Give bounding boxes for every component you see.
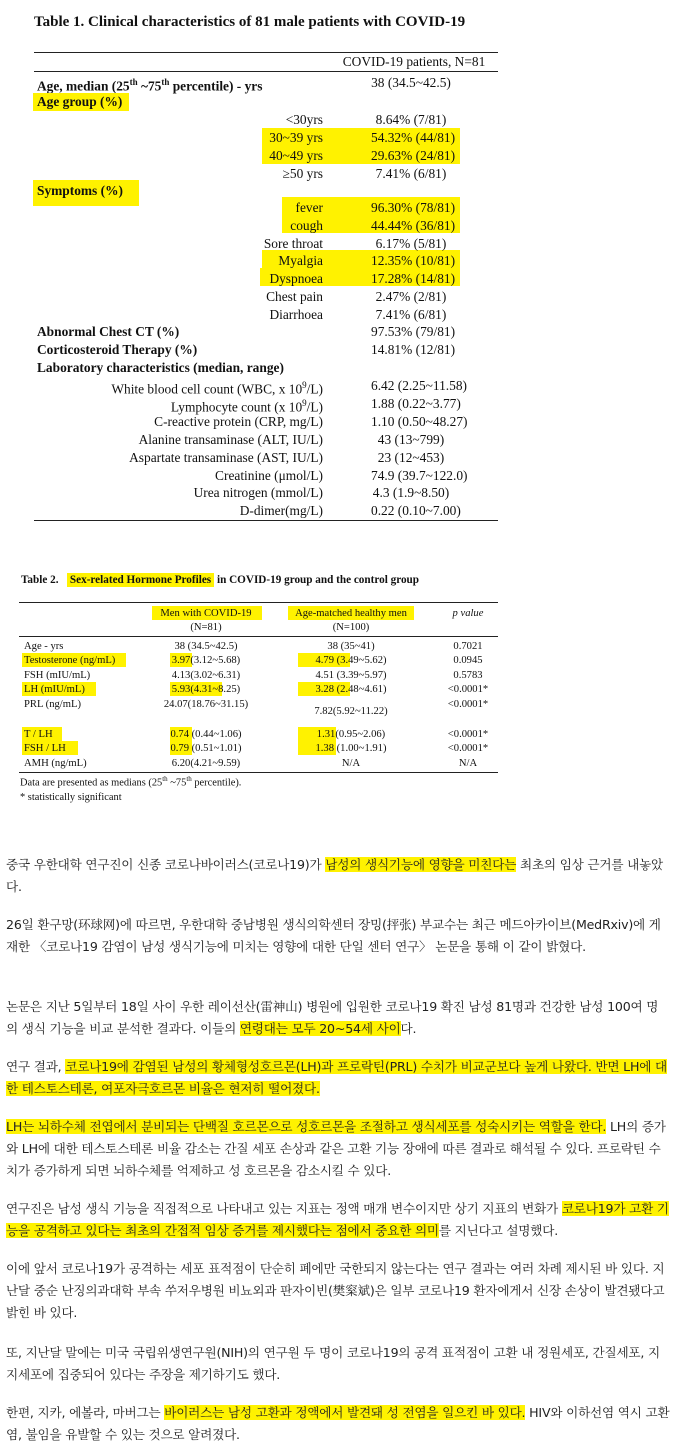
symptom-value-6: 7.41% (6/81) (375, 307, 447, 322)
table1-lab-header (0, 359, 692, 376)
table1-row-lab-2 (0, 413, 692, 430)
lab-label-5: Creatinine (μmol/L) (215, 468, 323, 483)
table2-title-highlight: Sex-related Hormone Profiles (67, 573, 214, 587)
lab-value-0: 6.42 (2.25~11.58) (371, 378, 468, 393)
age-label-b: ~75 (137, 78, 162, 94)
table2-header-rule (19, 636, 498, 637)
table1-row-lab-1 (0, 395, 692, 415)
symptom-value-4: 17.28% (14/81) (371, 271, 456, 286)
table1-row-corticosteroid (0, 341, 692, 358)
table1-age-group-header (0, 93, 692, 110)
symptom-label-2: Sore throat (263, 236, 323, 251)
t2-label-6: FSH / LH (24, 743, 66, 754)
t2-label-1: Testosterone (ng/mL) (24, 655, 116, 666)
t2-control-1: 4.79 (3.49~5.62) (315, 655, 387, 666)
article-paragraph-2: 26일 환구망(环球网)에 따르면, 우한대학 중남병원 생식의학센터 장밍(抨张) 부교수는 최근 메드아카이브(MedRxiv)에 게재한 〈코로나19 감염이 남성 생식기능에 미치는 영향에 대한 단일 센터 연구〉 논문을 통해 이 같이 밝혔다. (6, 917, 661, 954)
lab-value-3: 43 (13~799) (377, 432, 445, 447)
table2-title (21, 574, 419, 586)
p3-text-b: 다. (400, 1021, 417, 1036)
lab-label-3: Alanine transaminase (ALT, IU/L) (138, 432, 323, 447)
t2-control-5: 1.31(0.95~2.06) (316, 729, 386, 740)
table1-row-lab-4 (0, 449, 692, 466)
symptom-value-5: 2.47% (2/81) (375, 289, 447, 304)
table2-note-2: * statistically significant (20, 792, 122, 803)
table1-row-myalgia (0, 252, 692, 269)
note1-a: Data are presented as medians (25 (20, 777, 163, 789)
table2-top-rule (19, 602, 498, 603)
table1-row-age-30-39 (0, 129, 692, 146)
lab-value-7: 0.22 (0.10~7.00) (371, 503, 461, 518)
article-paragraph-5 (6, 1116, 670, 1182)
t2-patients-4: 24.07(18.76~31.15) (163, 699, 249, 710)
p4-highlight: 코로나19에 감염된 남성의 황체형성호르몬(LH)과 프로락틴(PRL) 수치가 비교군보다 높게 나왔다. 반면 LH에 대한 테스토스테론, 여포자극호르몬 비율은 현저히 떨어졌다. (6, 1059, 667, 1096)
col-header-patients: Men with COVID-19 (160, 608, 252, 619)
t2-p-3: <0.0001* (447, 684, 489, 695)
note1-b: ~75 (167, 777, 187, 789)
symptoms-label: Symptoms (%) (37, 183, 123, 198)
p1-text-b: 최초의 임상 근거를 내놓았다. (6, 857, 664, 894)
symptom-label-3: Myalgia (278, 253, 323, 268)
t2-label-5: T / LH (24, 729, 53, 740)
col-header-control: Age-matched healthy men (295, 608, 407, 619)
t2-label-0: Age - yrs (24, 641, 64, 652)
symptom-label-1: cough (290, 218, 323, 233)
t2-control-7: N/A (341, 758, 361, 769)
symptom-value-2: 6.17% (5/81) (375, 236, 447, 251)
table1-column-header: COVID-19 patients, N=81 (342, 54, 486, 69)
age-median-value: 38 (34.5~42.5) (371, 75, 451, 90)
p9-text-b: HIV와 이하선염 역시 고환염, 불임을 유발할 수 있는 것으로 알려졌다. (6, 1405, 670, 1442)
t2-p-2: 0.5783 (453, 670, 483, 681)
table1-top-rule (34, 52, 498, 53)
lab-value-1: 1.88 (0.22~3.77) (371, 396, 461, 411)
t2-patients-2: 4.13(3.02~6.31) (171, 670, 241, 681)
article-paragraph-3 (6, 996, 670, 1040)
table1-title: Table 1. Clinical characteristics of 81 male patients with COVID-19 (34, 14, 466, 30)
symptom-label-0: fever (295, 200, 323, 215)
lab-label-0-a: White blood cell count (WBC, x 10 (111, 381, 303, 397)
t2-p-4: <0.0001* (447, 699, 489, 710)
age-sup-2: th (161, 77, 170, 87)
table1-row-age-lt30 (0, 111, 692, 128)
p6-highlight: 코로나19가 고환 기능을 공격하고 있다는 최초의 간접적 임상 증거를 제시했다는 점에서 중요한 의미 (6, 1201, 669, 1238)
table2-bottom-rule (19, 772, 498, 773)
t2-patients-7: 6.20(4.21~9.59) (171, 758, 241, 769)
t2-p-1: 0.0945 (453, 655, 483, 666)
lab-value-2: 1.10 (0.50~48.27) (371, 414, 468, 429)
lab-label-0-b: /L) (306, 381, 323, 397)
p1-text-a: 중국 우한대학 연구진이 신종 코로나바이러스(코로나19)가 (6, 857, 326, 872)
p6-text-b: 를 지닌다고 설명했다. (438, 1223, 559, 1238)
t2-patients-0: 38 (34.5~42.5) (174, 641, 238, 652)
article-paragraph-6 (6, 1198, 670, 1242)
t2-label-7: AMH (ng/mL) (24, 758, 87, 769)
abnormal-ct-value: 97.53% (79/81) (371, 324, 456, 339)
table2-title-a: Table 2. (21, 574, 59, 586)
age-group-value-3: 7.41% (6/81) (375, 166, 447, 181)
lab-label-1-sup: 9 (302, 398, 307, 408)
table1-row-abnormal-ct (0, 323, 692, 340)
lab-value-6: 4.3 (1.9~8.50) (372, 485, 450, 500)
age-group-value-0: 8.64% (7/81) (375, 112, 447, 127)
table1-bottom-rule (34, 520, 498, 521)
lab-label-4: Aspartate transaminase (AST, IU/L) (129, 450, 323, 465)
t2-p-6: <0.0001* (447, 743, 489, 754)
corticosteroid-label: Corticosteroid Therapy (%) (37, 342, 198, 357)
age-group-label-0: <30yrs (285, 112, 323, 127)
t2-control-4: 7.82(5.92~11.22) (314, 706, 388, 717)
age-group-label-3: ≥50 yrs (282, 166, 323, 181)
t2-patients-3: 5.93(4.31~8.25) (171, 684, 241, 695)
t2-patients-6: 0.79 (0.51~1.01) (170, 743, 242, 754)
t2-control-3: 3.28 (2.48~4.61) (315, 684, 387, 695)
table1-row-cough (0, 217, 692, 234)
lab-value-4: 23 (12~453) (377, 450, 445, 465)
table1-row-age-40-49 (0, 147, 692, 164)
corticosteroid-value: 14.81% (12/81) (371, 342, 456, 357)
table2-note-1 (20, 775, 241, 788)
lab-label-2: C-reactive protein (CRP, mg/L) (154, 414, 323, 429)
table1-row-diarrhoea (0, 306, 692, 323)
age-sup-1: th (129, 77, 138, 87)
symptom-value-1: 44.44% (36/81) (371, 218, 456, 233)
table1-row-lab-3 (0, 431, 692, 448)
col-header-patients-n: (N=81) (190, 622, 222, 633)
lab-label-7: D-dimer(mg/L) (239, 503, 323, 518)
p6-text-a: 연구진은 남성 생식 기능을 직접적으로 나타내고 있는 지표는 정액 매개 변수이지만 상기 지표의 변화가 (6, 1201, 562, 1216)
t2-p-7: N/A (458, 758, 478, 769)
lab-label-1-a: Lymphocyte count (x 10 (170, 399, 303, 415)
p3-text-a: 논문은 지난 5일부터 18일 사이 우한 레이선산(雷神山) 병원에 입원한 코로나19 확진 남성 81명과 건강한 남성 100여 명의 생식 기능을 비교 분석한 결과다. 이들의 (6, 999, 659, 1036)
p1-highlight: 남성의 생식기능에 영향을 미친다는 (325, 857, 517, 872)
t2-p-0: 0.7021 (453, 641, 483, 652)
table2-title-b: in COVID-19 group and the control group (214, 574, 419, 586)
table1-age-row (0, 74, 692, 94)
symptom-label-6: Diarrhoea (269, 307, 323, 322)
p3-highlight: 연령대는 모두 20~54세 사이 (239, 1021, 401, 1036)
age-group-label: Age group (%) (37, 94, 123, 109)
lab-label: Laboratory characteristics (median, range) (37, 360, 284, 375)
table1-row-fever (0, 199, 692, 216)
p5-highlight: LH는 뇌하수체 전엽에서 분비되는 단백질 호르몬으로 성호르몬을 조절하고 생식세포를 성숙시키는 역할을 한다. (6, 1119, 607, 1134)
t2-control-0: 38 (35~41) (327, 641, 375, 652)
note1-sup-1: th (162, 775, 168, 783)
t2-label-4: PRL (ng/mL) (24, 699, 81, 710)
table1-row-lab-5 (0, 467, 692, 484)
p5-text-b: LH의 증가와 LH에 대한 테스토스테론 비율 감소는 간질 세포 손상과 같은 고환 기능 장애에 따른 결과로 해석될 수 있다. 프로락틴 수치가 증가하게 되면 뇌하수체를 억제하고 성 호르몬을 감소시킬 수 있다. (6, 1119, 666, 1178)
article-paragraph-7: 이에 앞서 코로나19가 공격하는 세포 표적점이 단순히 폐에만 국한되지 않는다는 연구 결과는 여러 차례 제시된 바 있다. 지난달 중순 난징의과대학 부속 쑤저우병원 비뇨외과 판자이빈(樊梥斌)은 일부 코로나19 환자에게서 신장 손상이 발견됐다고 밝힌 바 있다. (6, 1261, 665, 1320)
table1-row-lab-7 (0, 502, 692, 519)
symptom-label-4: Dyspnoea (269, 271, 323, 286)
t2-patients-5: 0.74 (0.44~1.06) (170, 729, 242, 740)
article-paragraph-1 (6, 854, 670, 898)
article-paragraph-8: 또, 지난달 말에는 미국 국립위생연구원(NIH)의 연구원 두 명이 코로나19의 공격 표적점이 고환 내 정원세포, 간질세포, 지지세포에 집중되어 있다는 주장을 제기하기도 했다. (6, 1345, 660, 1382)
table1 (0, 0, 692, 530)
age-group-value-2: 29.63% (24/81) (371, 148, 456, 163)
lab-label-0-sup: 9 (302, 380, 307, 390)
symptom-value-0: 96.30% (78/81) (371, 200, 456, 215)
t2-label-3: LH (mIU/mL) (24, 684, 85, 695)
table1-row-lab-6 (0, 484, 692, 501)
age-label-c: percentile) - yrs (169, 78, 263, 94)
t2-patients-1: 3.97(3.12~5.68) (171, 655, 241, 666)
age-group-value-1: 54.32% (44/81) (371, 130, 456, 145)
note1-c: percentile). (191, 777, 242, 789)
age-group-label-1: 30~39 yrs (269, 130, 323, 145)
abnormal-ct-label: Abnormal Chest CT (%) (37, 324, 180, 339)
age-median-label (37, 74, 262, 94)
symptom-label-5: Chest pain (266, 289, 323, 304)
lab-value-5: 74.9 (39.7~122.0) (371, 468, 468, 483)
col-header-p: p value (452, 608, 484, 619)
lab-label-1-b: /L) (306, 399, 323, 415)
t2-label-2: FSH (mIU/mL) (24, 670, 91, 681)
article-paragraph-4 (6, 1056, 670, 1100)
p9-text-a: 한편, 지카, 에볼라, 마버그는 (6, 1405, 165, 1420)
age-label-a: Age, median (25 (37, 78, 130, 94)
t2-control-6: 1.38 (1.00~1.91) (315, 743, 387, 754)
symptom-value-3: 12.35% (10/81) (371, 253, 456, 268)
table2 (0, 565, 692, 815)
table1-row-sore-throat (0, 235, 692, 252)
note1-sup-2: th (186, 775, 192, 783)
table1-row-lab-0 (0, 377, 692, 397)
p4-text-a: 연구 결과, (6, 1059, 66, 1074)
table1-row-dyspnoea (0, 270, 692, 287)
t2-control-2: 4.51 (3.39~5.97) (315, 670, 387, 681)
t2-p-5: <0.0001* (447, 729, 489, 740)
p9-highlight: 바이러스는 남성 고환과 정액에서 발견돼 성 전염을 일으킨 바 있다. (164, 1405, 526, 1420)
article-paragraph-9 (6, 1402, 670, 1446)
age-group-label-2: 40~49 yrs (269, 148, 323, 163)
table1-row-chest-pain (0, 288, 692, 305)
col-header-control-n: (N=100) (332, 622, 370, 633)
table1-header-rule (34, 71, 498, 72)
lab-label-6: Urea nitrogen (mmol/L) (193, 485, 323, 500)
